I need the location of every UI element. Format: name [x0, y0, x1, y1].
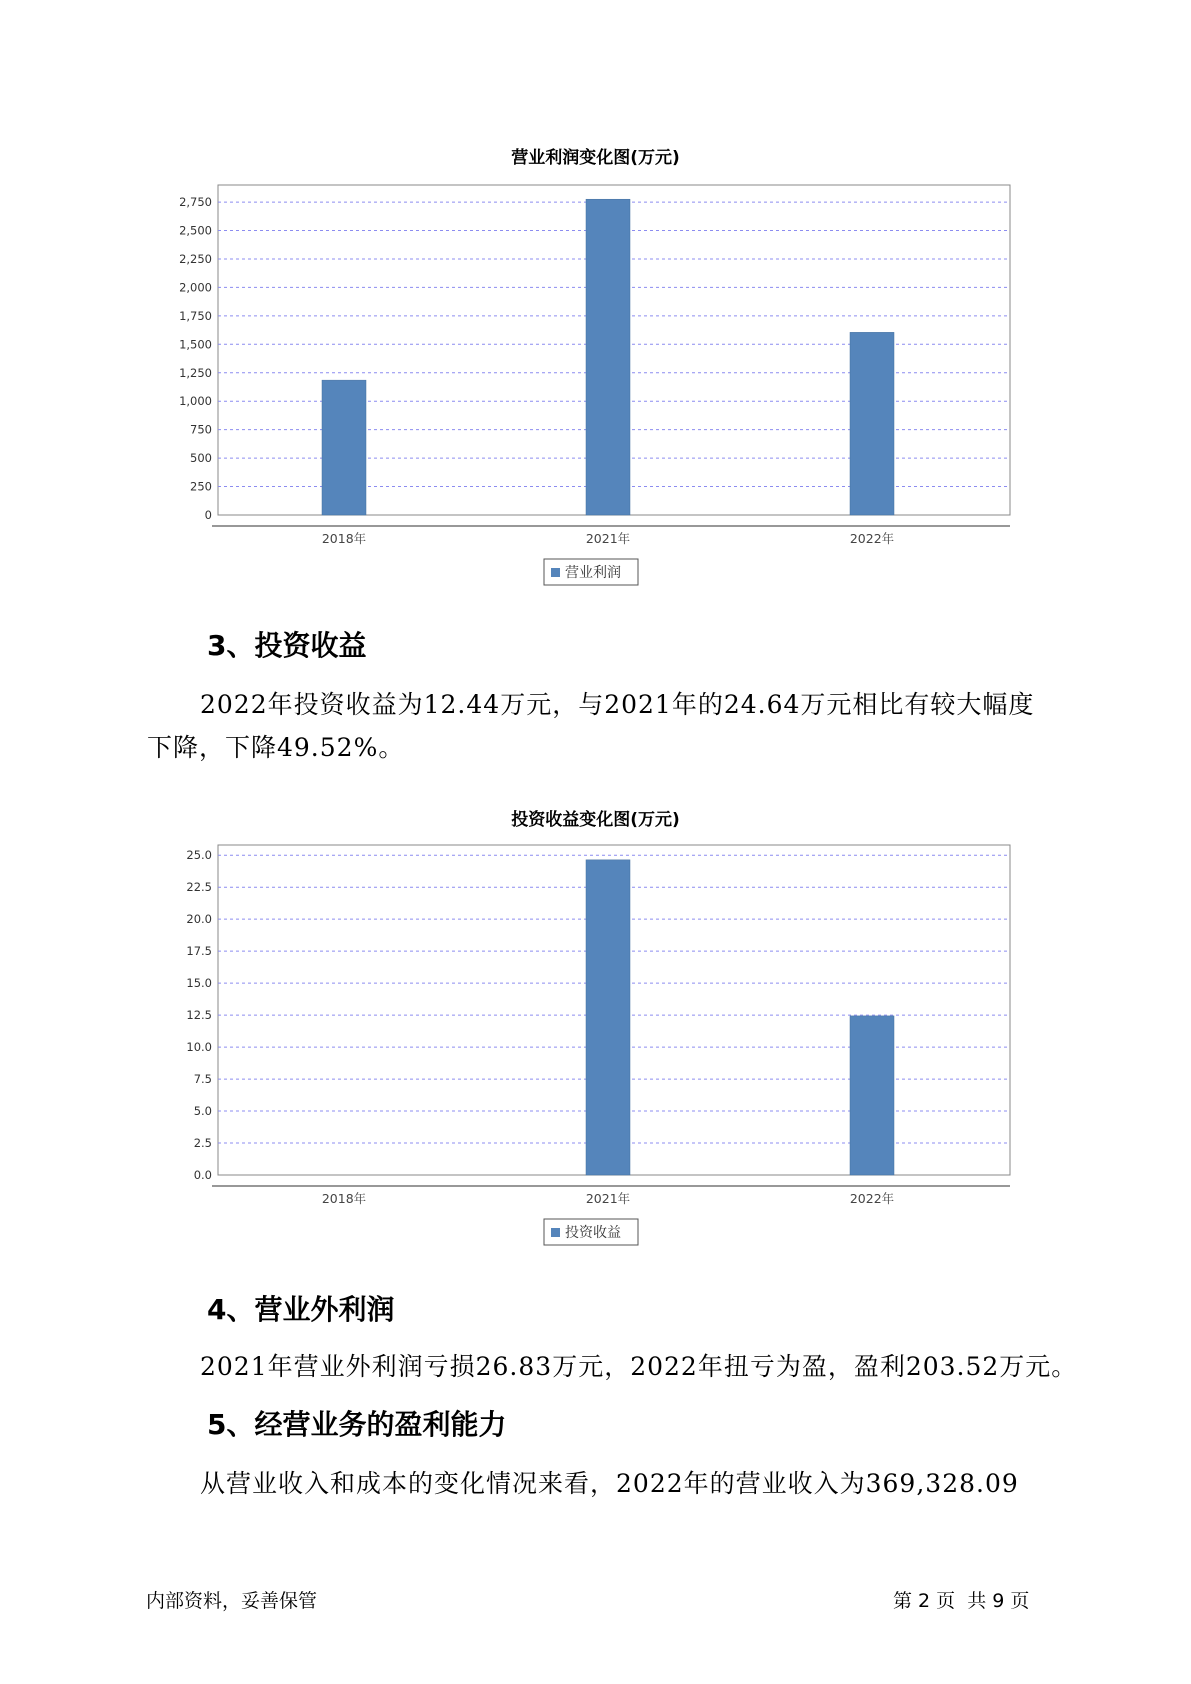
legend-label: 营业利润 [565, 565, 621, 581]
x-tick-label: 2022年 [849, 531, 895, 546]
chart-title-investment-income: 投资收益变化图(万元) [511, 810, 680, 830]
y-tick-label: 12.5 [186, 1008, 212, 1023]
y-tick-label: 500 [190, 451, 212, 466]
y-tick-label: 15.0 [186, 976, 212, 991]
y-tick-label: 250 [190, 479, 212, 494]
bar-2022年 [850, 1016, 894, 1175]
section-heading-profitability: 5、经营业务的盈利能力 [207, 1408, 507, 1441]
y-tick-label: 25.0 [186, 848, 212, 863]
y-tick-label: 750 [190, 422, 212, 437]
footer-confidential-note: 内部资料，妥善保管 [146, 1590, 318, 1612]
y-tick-label: 1,750 [179, 308, 212, 323]
y-tick-label: 2,750 [179, 195, 212, 210]
y-tick-label: 7.5 [193, 1072, 212, 1087]
paragraph-investment-income-line2: 下降，下降49.52%。 [147, 733, 405, 762]
y-tick-label: 2,500 [179, 223, 212, 238]
x-tick-label: 2022年 [849, 1191, 895, 1206]
y-tick-label: 17.5 [186, 944, 212, 959]
section-heading-non-operating-profit: 4、营业外利润 [207, 1293, 395, 1326]
paragraph-profitability: 从营业收入和成本的变化情况来看，2022年的营业收入为369,328.09 [200, 1469, 1019, 1498]
y-tick-label: 5.0 [193, 1104, 212, 1119]
x-tick-label: 2018年 [321, 1191, 367, 1206]
investment-income-chart [0, 790, 1191, 1250]
y-tick-label: 1,000 [179, 394, 212, 409]
bar-2018年 [322, 380, 366, 515]
y-tick-label: 10.0 [186, 1040, 212, 1055]
x-tick-label: 2018年 [321, 531, 367, 546]
x-tick-label: 2021年 [585, 1191, 631, 1206]
footer-page-number: 第 2 页 共 9 页 [893, 1590, 1030, 1612]
y-tick-label: 2,000 [179, 280, 212, 295]
y-tick-label: 1,250 [179, 365, 212, 380]
bar-2022年 [850, 332, 894, 515]
operating-profit-chart [0, 130, 1191, 590]
y-tick-label: 22.5 [186, 880, 212, 895]
y-tick-label: 2,250 [179, 251, 212, 266]
bar-2021年 [586, 860, 630, 1175]
paragraph-non-operating-profit: 2021年营业外利润亏损26.83万元，2022年扭亏为盈，盈利203.52万元。 [200, 1352, 1078, 1381]
chart-title-operating-profit: 营业利润变化图(万元) [511, 148, 680, 168]
y-tick-label: 1,500 [179, 337, 212, 352]
paragraph-investment-income-line1: 2022年投资收益为12.44万元，与2021年的24.64万元相比有较大幅度 [200, 690, 1035, 719]
legend-swatch [551, 568, 560, 577]
bar-2021年 [586, 199, 630, 515]
legend-label: 投资收益 [565, 1225, 621, 1241]
section-heading-investment-income: 3、投资收益 [207, 629, 367, 662]
y-tick-label: 20.0 [186, 912, 212, 927]
legend-swatch [551, 1228, 560, 1237]
y-tick-label: 0.0 [193, 1168, 212, 1182]
x-tick-label: 2021年 [585, 531, 631, 546]
y-tick-label: 0 [204, 508, 212, 522]
y-tick-label: 2.5 [193, 1136, 212, 1151]
